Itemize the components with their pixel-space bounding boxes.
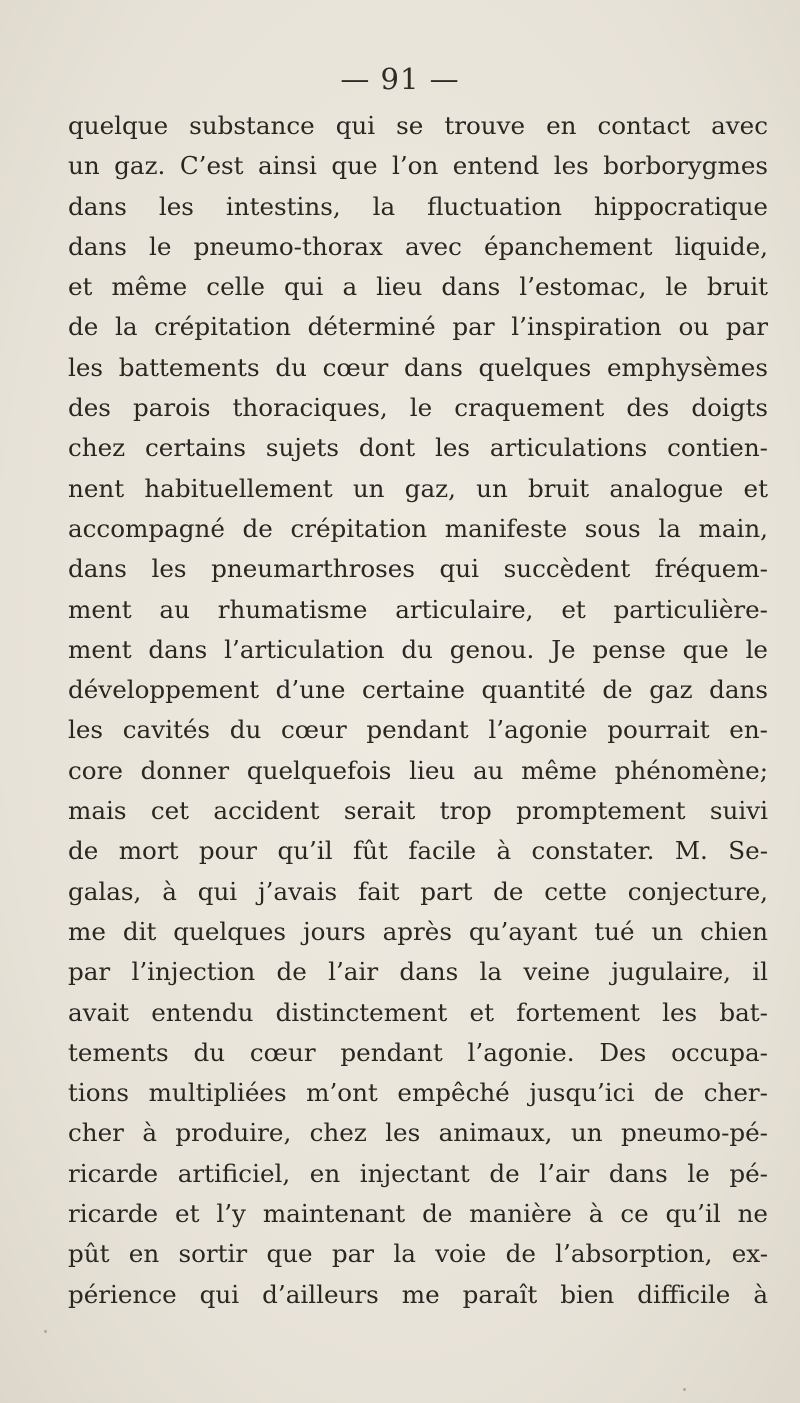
text-line: accompagné de crépitation manifeste sous la main,	[68, 513, 768, 543]
text-line: périence qui d’ailleurs me paraît bien difficile à	[68, 1279, 768, 1309]
text-line: ment dans l’articulation du genou. Je pense que le	[68, 634, 768, 664]
text-line: les battements du cœur dans quelques emphysèmes	[68, 352, 768, 382]
body-text	[68, 106, 768, 1315]
text-line: me dit quelques jours après qu’ayant tué un chien	[68, 916, 768, 946]
text-line: core donner quelquefois lieu au même phénomène;	[68, 755, 768, 785]
text-line: dans les intestins, la fluctuation hippocratique	[68, 191, 768, 221]
paper-speck	[683, 1388, 686, 1391]
text-line: ricarde artificiel, en injectant de l’air dans le pé-	[68, 1158, 768, 1188]
text-line: tions multipliées m’ont empêché jusqu’ici de cher-	[68, 1078, 768, 1108]
text-line: de la crépitation déterminé par l’inspiration ou par	[68, 312, 768, 342]
text-line: chez certains sujets dont les articulations contien-	[68, 433, 768, 463]
text-line: des parois thoraciques, le craquement des doigts	[68, 393, 768, 423]
text-line: développement d’une certaine quantité de gaz dans	[68, 675, 768, 705]
text-line: et même celle qui a lieu dans l’estomac, le bruit	[68, 272, 768, 302]
text-line: dans les pneumarthroses qui succèdent fréquem-	[68, 554, 768, 584]
text-line: de mort pour qu’il fût facile à constater. M. Se-	[68, 836, 768, 866]
text-line: quelque substance qui se trouve en contact avec	[68, 111, 768, 140]
text-line: ment au rhumatisme articulaire, et particulière-	[68, 594, 768, 624]
text-line: les cavités du cœur pendant l’agonie pourrait en-	[68, 715, 768, 745]
text-line: par l’injection de l’air dans la veine jugulaire, il	[68, 957, 768, 987]
paper-speck	[44, 1330, 47, 1333]
text-line: galas, à qui j’avais fait part de cette conjecture,	[68, 876, 768, 906]
text-line: ricarde et l’y maintenant de manière à ce qu’il ne	[68, 1199, 768, 1229]
text-line: un gaz. C’est ainsi que l’on entend les borborygmes	[68, 151, 768, 181]
text-line: cher à produire, chez les animaux, un pneumo-pé-	[68, 1118, 768, 1148]
text-line: pût en sortir que par la voie de l’absorption, ex-	[68, 1239, 768, 1269]
text-line: mais cet accident serait trop promptement suivi	[68, 796, 768, 826]
text-line: dans le pneumo-thorax avec épanchement liquide,	[68, 231, 768, 261]
text-line: avait entendu distinctement et fortement les bat-	[68, 997, 768, 1027]
text-line: tements du cœur pendant l’agonie. Des occupa-	[68, 1037, 768, 1067]
page-number: — 91 —	[340, 62, 460, 96]
text-line: nent habituellement un gaz, un bruit analogue et	[68, 473, 768, 503]
